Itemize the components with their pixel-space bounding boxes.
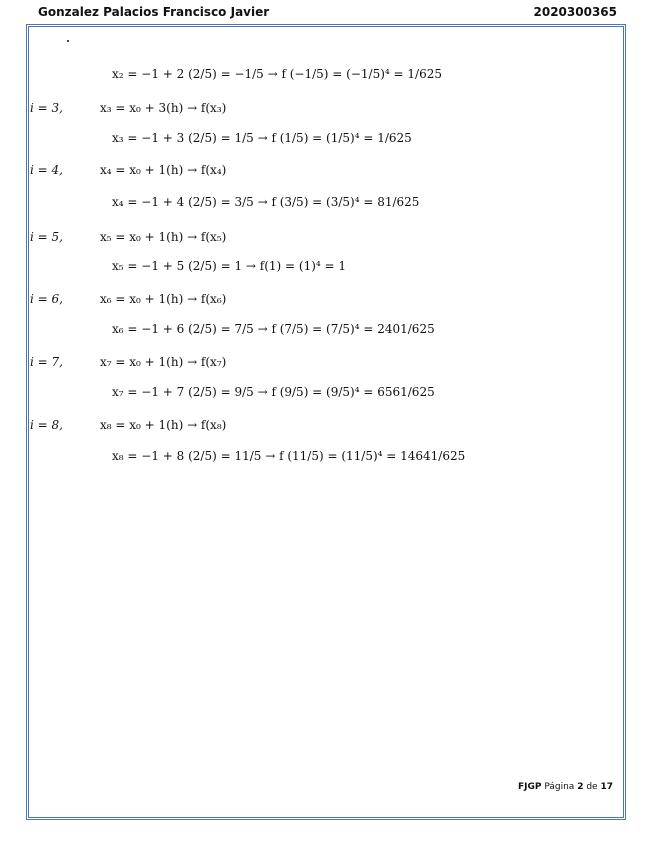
footer-total-pages: 17 bbox=[600, 782, 613, 792]
equation-x5-def: x₅ = x₀ + 1(h) → f(x₅) bbox=[100, 230, 227, 244]
equation-x5-eval: x₅ = −1 + 5 (2/5) = 1 → f(1) = (1)⁴ = 1 bbox=[112, 259, 347, 273]
page-header bbox=[38, 5, 617, 21]
footer-page-word: Página bbox=[544, 782, 575, 792]
iteration-label-5: i = 5, bbox=[30, 230, 63, 244]
footer-of-word: de bbox=[586, 782, 598, 792]
iteration-label-3: i = 3, bbox=[30, 101, 63, 115]
iteration-label-7: i = 7, bbox=[30, 355, 63, 369]
iteration-label-4: i = 4, bbox=[30, 163, 63, 177]
equation-x7-eval: x₇ = −1 + 7 (2/5) = 9/5 → f (9/5) = (9/5)⁴ = 6561/625 bbox=[112, 385, 435, 399]
author-name: Gonzalez Palacios Francisco Javier bbox=[38, 5, 270, 19]
equation-x7-def: x₇ = x₀ + 1(h) → f(x₇) bbox=[100, 355, 227, 369]
equation-x4-def: x₄ = x₀ + 1(h) → f(x₄) bbox=[100, 163, 227, 177]
footer-initials: FJGP bbox=[517, 782, 542, 792]
equation-x6-eval: x₆ = −1 + 6 (2/5) = 7/5 → f (7/5) = (7/5)⁴ = 2401/625 bbox=[112, 322, 435, 336]
iteration-label-6: i = 6, bbox=[30, 292, 63, 306]
equation-x3-def: x₃ = x₀ + 3(h) → f(x₃) bbox=[100, 101, 227, 115]
student-id: 2020300365 bbox=[533, 5, 617, 19]
equation-x4-eval: x₄ = −1 + 4 (2/5) = 3/5 → f (3/5) = (3/5)⁴ = 81/625 bbox=[112, 195, 420, 209]
stray-mark bbox=[67, 40, 69, 42]
equation-x6-def: x₆ = x₀ + 1(h) → f(x₆) bbox=[100, 292, 227, 306]
equation-x8-def: x₈ = x₀ + 1(h) → f(x₈) bbox=[100, 418, 227, 432]
footer-page-number: 2 bbox=[577, 782, 584, 792]
iteration-label-8: i = 8, bbox=[30, 418, 63, 432]
equation-x2-eval: x₂ = −1 + 2 (2/5) = −1/5 → f (−1/5) = (−1/5)⁴ = 1/625 bbox=[112, 67, 442, 81]
equation-x3-eval: x₃ = −1 + 3 (2/5) = 1/5 → f (1/5) = (1/5)⁴ = 1/625 bbox=[112, 131, 412, 145]
equation-x8-eval: x₈ = −1 + 8 (2/5) = 11/5 → f (11/5) = (11/5)⁴ = 14641/625 bbox=[112, 449, 466, 463]
page-footer bbox=[518, 782, 613, 792]
